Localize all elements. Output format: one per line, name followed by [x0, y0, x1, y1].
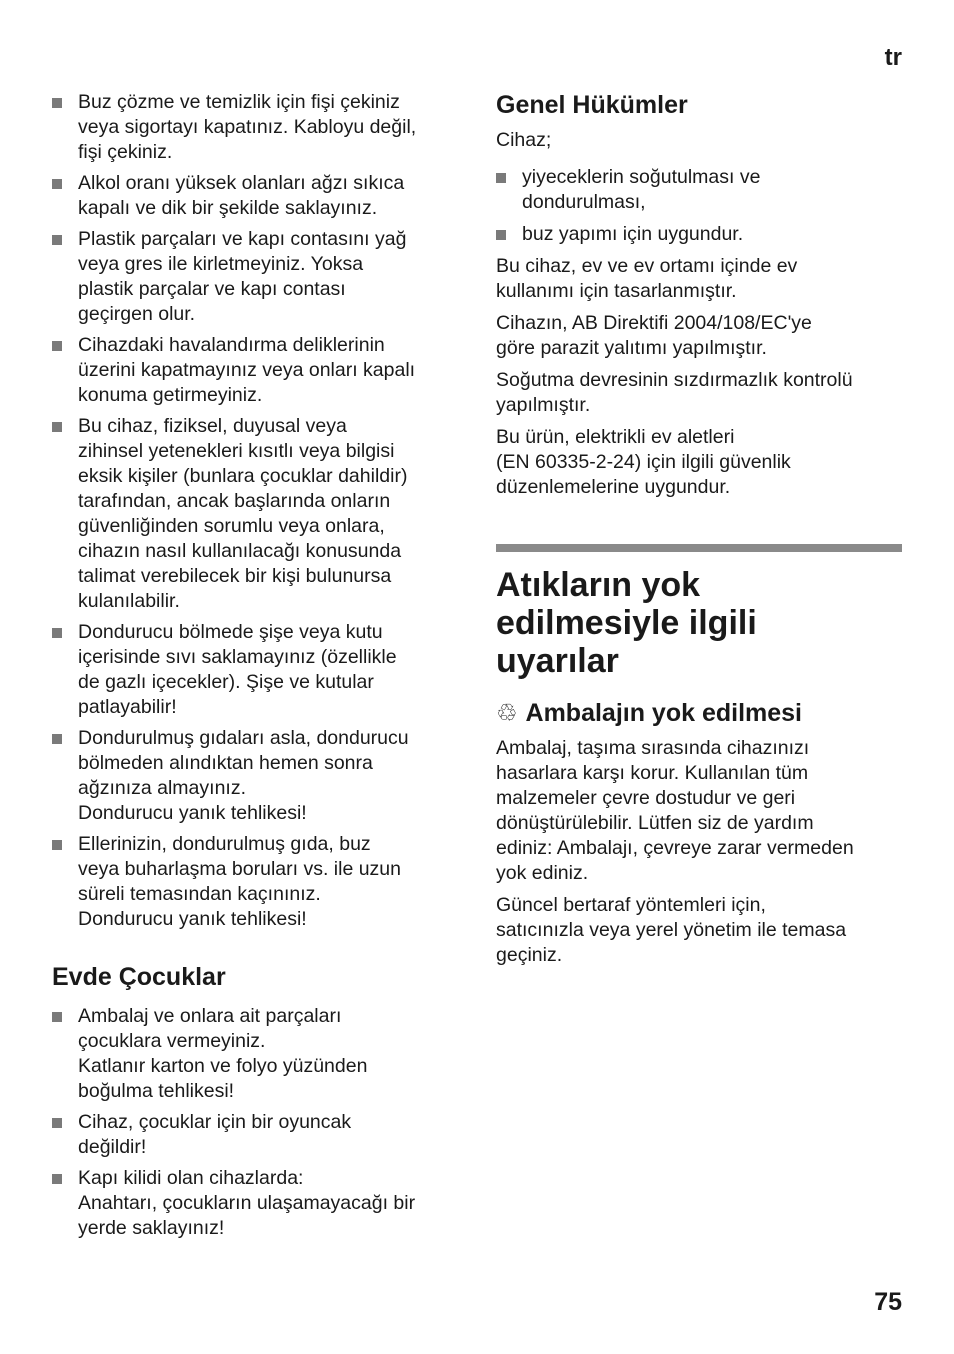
- list-item: [52, 1110, 462, 1160]
- text-line: güvenliğinden sorumlu veya onlara,: [78, 515, 385, 537]
- text-line: kullanımı için tasarlanmıştır.: [496, 280, 737, 302]
- text-line: yerde saklayınız!: [78, 1217, 225, 1239]
- text-line: Kapı kilidi olan cihazlarda:: [78, 1167, 304, 1189]
- text-line: tarafından, ancak başlarında onların: [78, 490, 391, 512]
- text-line: patlayabilir!: [78, 696, 177, 718]
- usage-list: [496, 165, 906, 247]
- paragraph: [496, 425, 906, 500]
- text-line: dönüştürülebilir. Lütfen siz de yardım: [496, 812, 814, 834]
- text-line: kapalı ve dik bir şekilde saklayınız.: [78, 197, 378, 219]
- general-heading: Genel Hükümler: [496, 91, 688, 119]
- text-line: Katlanır karton ve folyo yüzünden: [78, 1055, 368, 1077]
- square-bullet-icon: [52, 840, 62, 850]
- text-line: Dondurucu bölmede şişe veya kutu: [78, 621, 383, 643]
- text-line: satıcınızla veya yerel yönetim ile temasa: [496, 919, 847, 941]
- paragraph: [496, 311, 906, 361]
- list-item: [52, 620, 462, 720]
- text-line: göre parazit yalıtımı yapılmıştır.: [496, 337, 767, 359]
- safety-list: [52, 90, 462, 932]
- text-line: Dondurucu yanık tehlikesi!: [78, 802, 307, 824]
- language-code: tr: [884, 44, 902, 71]
- children-heading: Evde Çocuklar: [52, 963, 226, 991]
- text-line: talimat verebilecek bir kişi bulunursa: [78, 565, 392, 587]
- square-bullet-icon: [52, 1118, 62, 1128]
- text-line: Atıkların yok: [496, 566, 701, 604]
- list-item: [52, 333, 462, 408]
- list-item: [496, 222, 906, 247]
- text-line: ediniz: Ambalajı, çevreye zarar vermeden: [496, 837, 854, 859]
- text-line: Plastik parçaları ve kapı contasını yağ: [78, 228, 407, 250]
- text-line: içerisinde sıvı saklamayınız (özellikle: [78, 646, 397, 668]
- packaging-paragraphs: [496, 736, 906, 968]
- paragraph: [496, 736, 906, 886]
- text-line: veya gres ile kirletmeyiniz. Yoksa: [78, 253, 364, 275]
- text-line: konuma getirmeyiniz.: [78, 384, 263, 406]
- list-item: [52, 832, 462, 932]
- text-line: cihazın nasıl kullanılacağı konusunda: [78, 540, 402, 562]
- text-line: yiyeceklerin soğutulması ve: [522, 166, 761, 188]
- left-column: [52, 90, 462, 1247]
- text-line: Anahtarı, çocukların ulaşamayacağı bir: [78, 1192, 416, 1214]
- packaging-heading-row: [496, 698, 906, 728]
- paragraph: [496, 893, 906, 968]
- text-line: geçiniz.: [496, 944, 563, 966]
- text-line: bölmeden alındıktan hemen sonra: [78, 752, 373, 774]
- text-line: Dondurulmuş gıdaları asla, dondurucu: [78, 727, 409, 749]
- text-line: Buz çözme ve temizlik için fişi çekiniz: [78, 91, 400, 113]
- intro-text: Cihaz;: [496, 129, 552, 151]
- list-item: [52, 171, 462, 221]
- text-line: ağzınıza almayınız.: [78, 777, 246, 799]
- square-bullet-icon: [52, 422, 62, 432]
- right-column: [496, 90, 906, 975]
- disposal-title: [496, 566, 906, 680]
- text-line: Alkol oranı yüksek olanları ağzı sıkıca: [78, 172, 405, 194]
- text-line: geçirgen olur.: [78, 303, 196, 325]
- list-item: [52, 726, 462, 826]
- text-line: fişi çekiniz.: [78, 141, 173, 163]
- page-number: 75: [874, 1288, 902, 1316]
- square-bullet-icon: [52, 1174, 62, 1184]
- text-line: Cihazın, AB Direktifi 2004/108/EC'ye: [496, 312, 812, 334]
- square-bullet-icon: [52, 734, 62, 744]
- text-line: buz yapımı için uygundur.: [522, 223, 744, 245]
- text-line: edilmesiyle ilgili: [496, 604, 757, 642]
- text-line: veya buharlaşma boruları vs. ile uzun: [78, 858, 401, 880]
- text-line: Ambalaj, taşıma sırasında cihazınızı: [496, 737, 810, 759]
- list-item: [496, 165, 906, 215]
- text-line: malzemeler çevre dostudur ve geri: [496, 787, 796, 809]
- text-line: yok ediniz.: [496, 862, 589, 884]
- square-bullet-icon: [52, 1012, 62, 1022]
- text-line: plastik parçalar ve kapı contası: [78, 278, 346, 300]
- text-line: Bu ürün, elektrikli ev aletleri: [496, 426, 735, 448]
- text-line: çocuklara vermeyiniz.: [78, 1030, 266, 1052]
- text-line: Bu cihaz, ev ve ev ortamı içinde ev: [496, 255, 798, 277]
- children-list: [52, 1004, 462, 1241]
- text-line: dondurulması,: [522, 191, 646, 213]
- section-divider: [496, 544, 902, 552]
- recycle-icon: ♲: [496, 699, 518, 727]
- text-line: uyarılar: [496, 642, 619, 680]
- text-line: üzerini kapatmayınız veya onları kapalı: [78, 359, 416, 381]
- text-line: yapılmıştır.: [496, 394, 591, 416]
- square-bullet-icon: [496, 230, 506, 240]
- text-line: Dondurucu yanık tehlikesi!: [78, 908, 307, 930]
- list-item: [52, 227, 462, 327]
- text-line: de gazlı içecekler). Şişe ve kutular: [78, 671, 374, 693]
- text-line: Soğutma devresinin sızdırmazlık kontrolü: [496, 369, 853, 391]
- text-line: değildir!: [78, 1136, 147, 1158]
- text-line: Ellerinizin, dondurulmuş gıda, buz: [78, 833, 371, 855]
- general-paragraphs: [496, 254, 906, 500]
- square-bullet-icon: [52, 341, 62, 351]
- text-line: kulanılabilir.: [78, 590, 180, 612]
- square-bullet-icon: [52, 98, 62, 108]
- list-item: [52, 1166, 462, 1241]
- text-line: Ambalaj ve onlara ait parçaları: [78, 1005, 342, 1027]
- paragraph: [496, 368, 906, 418]
- list-item: [52, 414, 462, 614]
- text-line: Bu cihaz, fiziksel, duyusal veya: [78, 415, 347, 437]
- paragraph: [496, 254, 906, 304]
- text-line: Cihazdaki havalandırma deliklerinin: [78, 334, 385, 356]
- text-line: düzenlemelerine uygundur.: [496, 476, 731, 498]
- text-line: hasarlara karşı korur. Kullanılan tüm: [496, 762, 809, 784]
- text-line: zihinsel yetenekleri kısıtlı veya bilgisi: [78, 440, 395, 462]
- list-item: [52, 90, 462, 165]
- text-line: Güncel bertaraf yöntemleri için,: [496, 894, 766, 916]
- square-bullet-icon: [52, 179, 62, 189]
- text-line: boğulma tehlikesi!: [78, 1080, 235, 1102]
- text-line: Cihaz, çocuklar için bir oyuncak: [78, 1111, 352, 1133]
- text-line: veya sigortayı kapatınız. Kabloyu değil,: [78, 116, 417, 138]
- text-line: süreli temasından kaçınınız.: [78, 883, 321, 905]
- square-bullet-icon: [52, 235, 62, 245]
- list-item: [52, 1004, 462, 1104]
- text-line: (EN 60335-2-24) için ilgili güvenlik: [496, 451, 791, 473]
- packaging-heading: Ambalajın yok edilmesi: [525, 699, 803, 727]
- square-bullet-icon: [52, 628, 62, 638]
- square-bullet-icon: [496, 173, 506, 183]
- text-line: eksik kişiler (bunlara çocuklar dahildir): [78, 465, 408, 487]
